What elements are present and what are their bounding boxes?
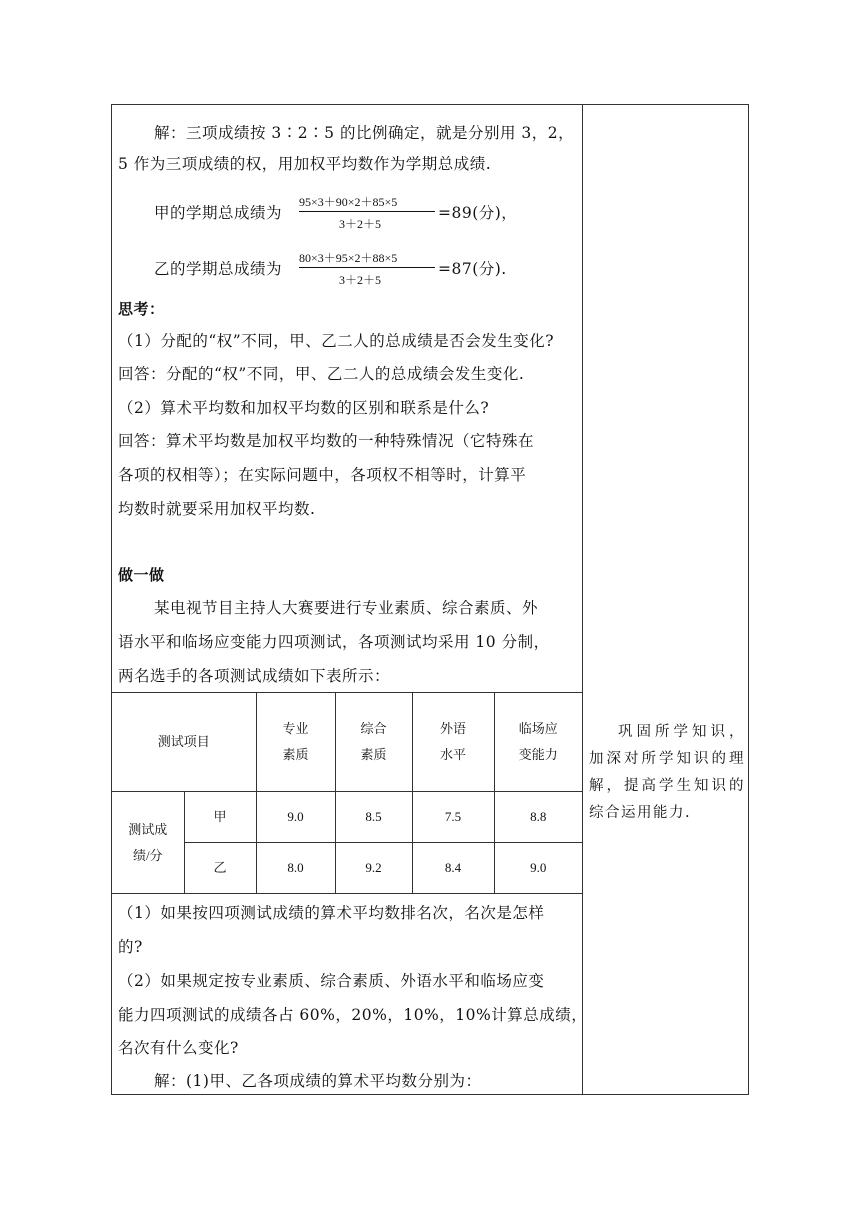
think-answer-2-line-1: 回答：算术平均数是加权平均数的一种特殊情况（它特殊在 — [118, 432, 535, 450]
score-cell: 9.2 — [335, 843, 412, 894]
header-column-line-2: 素质 — [282, 747, 309, 762]
score-cell: 8.4 — [412, 843, 494, 894]
question-2-line-3: 名次有什么变化? — [118, 1039, 239, 1057]
header-column — [335, 693, 412, 792]
question-2-line-1: （2）如果规定按专业素质、综合素质、外语水平和临场应变 — [118, 972, 545, 990]
yi-total-label: 乙的学期总成绩为 — [154, 260, 283, 278]
question-2-line-2: 能力四项测试的成绩各占 60%，20%，10%，10%计算总成绩， — [118, 1006, 588, 1024]
header-column-line-1: 外语 — [439, 721, 466, 736]
header-column-line-1: 临场应 — [518, 721, 558, 736]
jia-result: =89(分)， — [438, 204, 518, 222]
question-1-line-1: （1）如果按四项测试成绩的算术平均数排名次，名次是怎样 — [118, 904, 545, 922]
table-row — [112, 792, 582, 843]
main-content-cell — [112, 105, 588, 1094]
practice-heading: 做一做 — [118, 566, 165, 584]
practice-line-3: 两名选手的各项测试成绩如下表所示： — [118, 667, 391, 685]
think-question-2: （2）算术平均数和加权平均数的区别和联系是什么? — [118, 399, 490, 417]
header-column — [494, 693, 582, 792]
row-group-label-line-1: 测试成 — [128, 821, 168, 837]
header-column — [412, 693, 494, 792]
yi-numerator: 80×3＋95×2＋88×5 — [299, 251, 398, 265]
score-cell: 8.5 — [335, 792, 412, 843]
yi-denominator: 3＋2＋5 — [339, 273, 382, 287]
score-cell: 9.0 — [494, 843, 582, 894]
jia-numerator: 95×3＋90×2＋85×5 — [299, 195, 398, 209]
think-answer-2-line-3: 均数时就要采用加权平均数. — [118, 500, 316, 518]
question-1-line-2: 的? — [118, 938, 143, 956]
score-cell: 9.0 — [256, 792, 335, 843]
think-answer-1: 回答：分配的“权”不同，甲、乙二人的总成绩会发生变化. — [118, 365, 525, 383]
jia-total-label: 甲的学期总成绩为 — [154, 204, 283, 222]
contestant-name: 甲 — [184, 792, 256, 843]
header-column-line-2: 变能力 — [518, 747, 558, 762]
think-heading: 思考： — [118, 300, 165, 318]
score-cell: 8.0 — [256, 843, 335, 894]
header-column-line-1: 专业 — [282, 721, 309, 736]
think-answer-2-line-2: 各项的权相等）；在实际问题中，各项权不相等时，计算平 — [118, 466, 527, 484]
solution-line-1: 解：三项成绩按 3∶2∶5 的比例确定，就是分别用 3，2， — [154, 124, 575, 142]
score-cell: 7.5 — [412, 792, 494, 843]
jia-fraction — [299, 193, 435, 233]
practice-line-2: 语水平和临场应变能力四项测试，各项测试均采用 10 分制， — [118, 633, 550, 651]
header-column — [256, 693, 335, 792]
score-cell: 8.8 — [494, 792, 582, 843]
header-column-line-2: 水平 — [439, 747, 466, 762]
row-group-label-line-2: 绩/分 — [132, 847, 163, 863]
header-column-line-2: 素质 — [360, 747, 387, 762]
row-group-label — [112, 792, 184, 894]
contestant-name: 乙 — [184, 843, 256, 894]
fraction-bar — [299, 211, 435, 212]
answer-start: 解：(1)甲、乙各项成绩的算术平均数分别为： — [154, 1072, 482, 1090]
lesson-table — [111, 104, 749, 1095]
solution-line-2: 5 作为三项成绩的权，用加权平均数作为学期总成绩. — [118, 155, 492, 173]
jia-denominator: 3＋2＋5 — [339, 217, 382, 231]
header-column-line-1: 综合 — [360, 721, 387, 736]
header-test-item: 测试项目 — [112, 693, 256, 792]
practice-line-1: 某电视节目主持人大赛要进行专业素质、综合素质、外 — [154, 599, 539, 617]
design-intent-text: 巩固所学知识，加深对所学知识的理解，提高学生知识的综合运用能力. — [589, 724, 745, 821]
scores-table — [112, 692, 582, 894]
table-header-row — [112, 693, 582, 792]
yi-result: =87(分). — [438, 260, 507, 278]
fraction-bar — [299, 267, 435, 268]
think-question-1: （1）分配的“权”不同，甲、乙二人的总成绩是否会发生变化? — [118, 332, 555, 350]
design-intent-cell — [583, 105, 749, 1094]
yi-fraction — [299, 249, 435, 289]
